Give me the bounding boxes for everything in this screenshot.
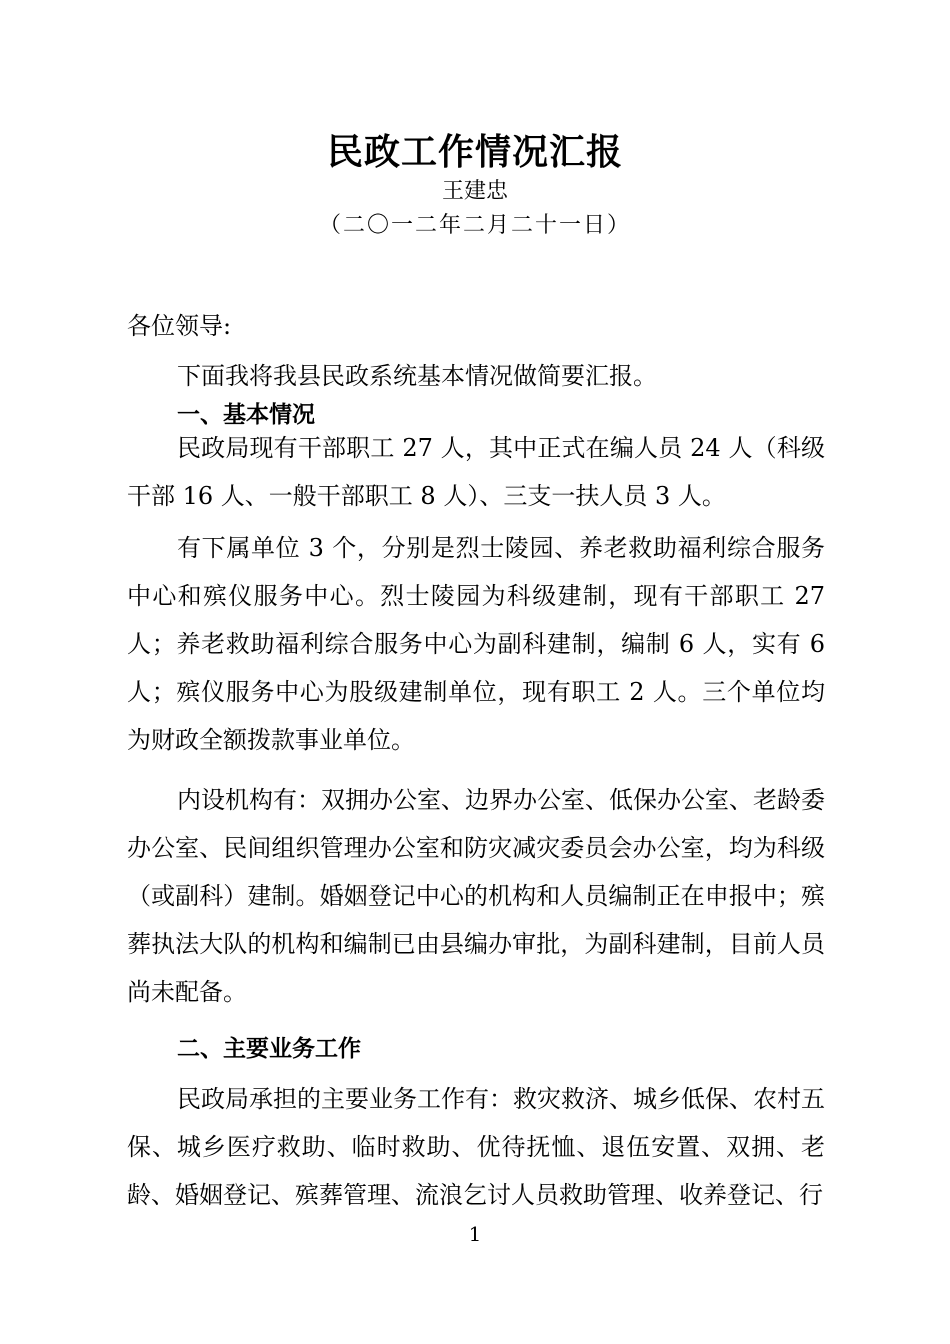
document-author: 王建忠	[441, 179, 508, 204]
paragraph-main-work: 民政局承担的主要业务工作有：救灾救济、城乡低保、农村五保、城乡医疗救助、临时救助、优待抚恤、退伍安置、双拥、老龄、婚姻登记、殡葬管理、流浪乞讨人员救助管理、收养登记、行	[127, 1085, 825, 1209]
document-title: 民政工作情况汇报	[326, 131, 623, 173]
document-date: （二〇一二年二月二十一日）	[318, 213, 631, 238]
paragraph-staff: 民政局现有干部职工 27 人，其中正式在编人员 24 人（科级干部 16 人、一般干部职工 8 人）、三支一扶人员 3 人。	[127, 434, 825, 510]
section-heading-main-work: 二、主要业务工作	[177, 1036, 361, 1062]
page-number: 1	[468, 1222, 482, 1246]
paragraph-internal-bodies: 内设机构有：双拥办公室、边界办公室、低保办公室、老龄委办公室、民间组织管理办公室和防灾减灾委员会办公室，均为科级（或副科）建制。婚姻登记中心的机构和人员编制正在申报中；殡葬执法大队的机构和编制已由县编办审批，为副科建制，目前人员尚未配备。	[127, 786, 825, 1006]
salutation: 各位领导:	[127, 312, 232, 340]
paragraph-units: 有下属单位 3 个，分别是烈士陵园、养老救助福利综合服务中心和殡仪服务中心。烈士陵园为科级建制，现有干部职工 27 人；养老救助福利综合服务中心为副科建制，编制 6 人，实有 6 人；殡仪服务中心为股级建制单位，现有职工 2 人。三个单位均为财政全额拨款事业单位。	[127, 534, 825, 754]
section-heading-basic: 一、基本情况	[177, 402, 315, 428]
intro-paragraph: 下面我将我县民政系统基本情况做简要汇报。	[177, 362, 657, 390]
